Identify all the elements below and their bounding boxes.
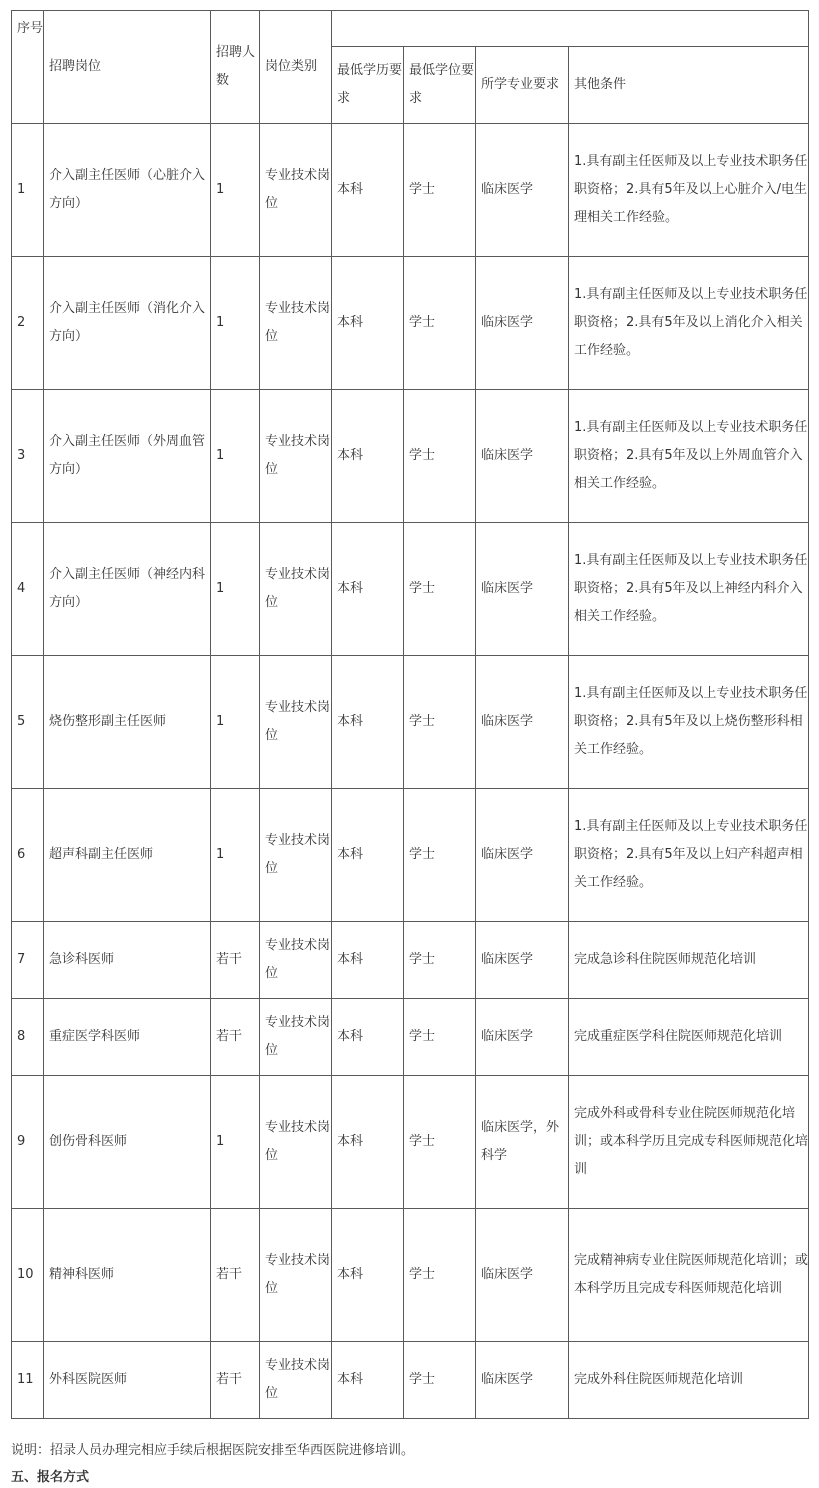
section-heading: 五、报名方式 <box>11 1470 90 1485</box>
recruitment-table <box>11 10 809 1419</box>
cell-count: 1 <box>211 1076 260 1209</box>
cell-degree: 学士 <box>404 789 476 922</box>
cell-category: 专业技术岗位 <box>260 390 332 523</box>
cell-seq: 10 <box>12 1209 44 1342</box>
cell-position: 烧伤整形副主任医师 <box>44 656 211 789</box>
cell-seq: 5 <box>12 656 44 789</box>
cell-count: 1 <box>211 789 260 922</box>
cell-other: 完成外科或骨科专业住院医师规范化培训；或本科学历且完成专科医师规范化培训 <box>569 1076 809 1209</box>
header-edu: 最低学历要求 <box>332 47 404 124</box>
cell-seq: 1 <box>12 124 44 257</box>
cell-major: 临床医学 <box>476 656 569 789</box>
cell-position: 介入副主任医师（消化介入方向） <box>44 257 211 390</box>
header-seq: 序号 <box>12 11 44 124</box>
cell-degree: 学士 <box>404 999 476 1076</box>
cell-other: 1.具有副主任医师及以上专业技术职务任职资格；2.具有5年及以上神经内科介入相关工作经验。 <box>569 523 809 656</box>
cell-count: 若干 <box>211 1209 260 1342</box>
header-other: 其他条件 <box>569 47 809 124</box>
cell-major: 临床医学 <box>476 1342 569 1419</box>
cell-major: 临床医学 <box>476 124 569 257</box>
header-count: 招聘人数 <box>211 11 260 124</box>
cell-other: 1.具有副主任医师及以上专业技术职务任职资格；2.具有5年及以上心脏介入/电生理相关工作经验。 <box>569 124 809 257</box>
cell-position: 介入副主任医师（心脏介入方向） <box>44 124 211 257</box>
cell-seq: 4 <box>12 523 44 656</box>
cell-degree: 学士 <box>404 1209 476 1342</box>
cell-category: 专业技术岗位 <box>260 124 332 257</box>
cell-position: 重症医学科医师 <box>44 999 211 1076</box>
cell-major: 临床医学 <box>476 789 569 922</box>
cell-seq: 6 <box>12 789 44 922</box>
cell-seq: 3 <box>12 390 44 523</box>
cell-other: 1.具有副主任医师及以上专业技术职务任职资格；2.具有5年及以上妇产科超声相关工作经验。 <box>569 789 809 922</box>
cell-position: 急诊科医师 <box>44 922 211 999</box>
cell-major: 临床医学 <box>476 257 569 390</box>
header-degree: 最低学位要求 <box>404 47 476 124</box>
cell-degree: 学士 <box>404 257 476 390</box>
cell-other: 完成外科住院医师规范化培训 <box>569 1342 809 1419</box>
table-row <box>12 1076 809 1209</box>
cell-position: 创伤骨科医师 <box>44 1076 211 1209</box>
cell-edu: 本科 <box>332 390 404 523</box>
cell-count: 1 <box>211 523 260 656</box>
cell-major: 临床医学 <box>476 1209 569 1342</box>
cell-edu: 本科 <box>332 789 404 922</box>
header-major: 所学专业要求 <box>476 47 569 124</box>
table-row <box>12 1342 809 1419</box>
cell-seq: 2 <box>12 257 44 390</box>
cell-seq: 11 <box>12 1342 44 1419</box>
cell-seq: 8 <box>12 999 44 1076</box>
cell-category: 专业技术岗位 <box>260 999 332 1076</box>
cell-category: 专业技术岗位 <box>260 922 332 999</box>
cell-count: 1 <box>211 257 260 390</box>
cell-edu: 本科 <box>332 1342 404 1419</box>
cell-category: 专业技术岗位 <box>260 656 332 789</box>
table-row <box>12 390 809 523</box>
cell-seq: 9 <box>12 1076 44 1209</box>
cell-position: 精神科医师 <box>44 1209 211 1342</box>
cell-edu: 本科 <box>332 1076 404 1209</box>
cell-category: 专业技术岗位 <box>260 1209 332 1342</box>
cell-degree: 学士 <box>404 390 476 523</box>
cell-edu: 本科 <box>332 523 404 656</box>
cell-major: 临床医学 <box>476 390 569 523</box>
cell-major: 临床医学 <box>476 523 569 656</box>
cell-edu: 本科 <box>332 257 404 390</box>
cell-category: 专业技术岗位 <box>260 1076 332 1209</box>
cell-count: 若干 <box>211 999 260 1076</box>
cell-category: 专业技术岗位 <box>260 257 332 390</box>
cell-edu: 本科 <box>332 124 404 257</box>
cell-other: 完成精神病专业住院医师规范化培训；或本科学历且完成专科医师规范化培训 <box>569 1209 809 1342</box>
cell-other: 完成重症医学科住院医师规范化培训 <box>569 999 809 1076</box>
cell-other: 1.具有副主任医师及以上专业技术职务任职资格；2.具有5年及以上烧伤整形科相关工作经验。 <box>569 656 809 789</box>
cell-edu: 本科 <box>332 1209 404 1342</box>
cell-position: 介入副主任医师（神经内科方向） <box>44 523 211 656</box>
table-row <box>12 922 809 999</box>
cell-position: 外科医院医师 <box>44 1342 211 1419</box>
cell-category: 专业技术岗位 <box>260 523 332 656</box>
header-category: 岗位类别 <box>260 11 332 124</box>
cell-count: 若干 <box>211 1342 260 1419</box>
cell-degree: 学士 <box>404 656 476 789</box>
cell-major: 临床医学 <box>476 922 569 999</box>
cell-other: 1.具有副主任医师及以上专业技术职务任职资格；2.具有5年及以上外周血管介入相关工作经验。 <box>569 390 809 523</box>
cell-category: 专业技术岗位 <box>260 789 332 922</box>
cell-degree: 学士 <box>404 124 476 257</box>
cell-count: 1 <box>211 656 260 789</box>
cell-other: 完成急诊科住院医师规范化培训 <box>569 922 809 999</box>
cell-major: 临床医学 <box>476 999 569 1076</box>
cell-other: 1.具有副主任医师及以上专业技术职务任职资格；2.具有5年及以上消化介入相关工作经验。 <box>569 257 809 390</box>
table-row <box>12 523 809 656</box>
table-row <box>12 257 809 390</box>
cell-edu: 本科 <box>332 922 404 999</box>
cell-degree: 学士 <box>404 922 476 999</box>
cell-category: 专业技术岗位 <box>260 1342 332 1419</box>
header-top-span <box>332 11 809 47</box>
header-position: 招聘岗位 <box>44 11 211 124</box>
cell-count: 1 <box>211 390 260 523</box>
cell-count: 若干 <box>211 922 260 999</box>
cell-seq: 7 <box>12 922 44 999</box>
table-row <box>12 1209 809 1342</box>
table-row <box>12 999 809 1076</box>
table-row <box>12 656 809 789</box>
cell-degree: 学士 <box>404 523 476 656</box>
cell-degree: 学士 <box>404 1342 476 1419</box>
cell-edu: 本科 <box>332 999 404 1076</box>
table-note: 说明：招录人员办理完相应手续后根据医院安排至华西医院进修培训。 <box>11 1443 415 1458</box>
table-row <box>12 789 809 922</box>
cell-position: 介入副主任医师（外周血管方向） <box>44 390 211 523</box>
cell-count: 1 <box>211 124 260 257</box>
cell-position: 超声科副主任医师 <box>44 789 211 922</box>
cell-degree: 学士 <box>404 1076 476 1209</box>
cell-edu: 本科 <box>332 656 404 789</box>
table-row <box>12 124 809 257</box>
cell-major: 临床医学，外科学 <box>476 1076 569 1209</box>
